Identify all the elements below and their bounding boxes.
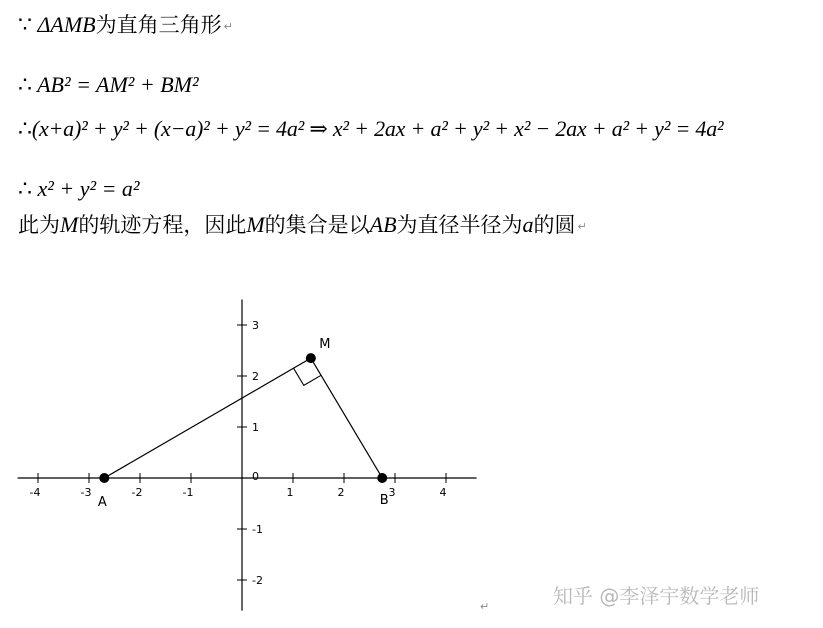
var-ab: AB <box>369 212 397 237</box>
paragraph-mark: ↵ <box>577 219 587 233</box>
therefore-symbol: ∴ <box>18 72 32 97</box>
x-tick-label: -4 <box>29 486 41 499</box>
segment-am <box>104 358 311 478</box>
conclusion-line <box>18 212 587 240</box>
y-tick-label: -2 <box>252 574 263 587</box>
y-tick-label: 3 <box>252 319 259 332</box>
point-b <box>377 473 387 483</box>
x-tick-label: 3 <box>388 486 396 499</box>
because-symbol: ∵ <box>18 12 32 37</box>
equation-line-4 <box>18 176 140 202</box>
point-label-a: A <box>97 495 107 510</box>
x-tick-label: -3 <box>80 486 92 499</box>
watermark: 知乎 @李泽宇数学老师 <box>553 584 760 608</box>
coordinate-diagram <box>0 290 500 620</box>
point-m <box>306 353 316 363</box>
right-angle-marker <box>294 368 322 385</box>
conclusion-text-3: 的集合是以 <box>264 213 370 237</box>
tick-labels <box>30 319 447 587</box>
conclusion-text-1: 此为 <box>18 213 60 237</box>
pythagorean-equation: AB² = AM² + BM² <box>37 72 199 97</box>
y-tick-label: -1 <box>252 523 263 536</box>
x-tick-label: 1 <box>286 486 294 499</box>
y-tick-label: 0 <box>252 470 259 483</box>
var-m-1: M <box>60 212 79 237</box>
point-label-m: M <box>319 337 331 353</box>
conclusion-text-5: 的圆 <box>533 213 576 237</box>
y-tick-label: 2 <box>252 370 259 383</box>
statement-line-1 <box>18 12 233 40</box>
points <box>98 337 389 510</box>
right-angle-mark <box>294 368 322 385</box>
y-tick-label: 1 <box>252 421 259 434</box>
x-tick-label: -1 <box>182 486 194 499</box>
x-tick-label: 2 <box>337 486 345 499</box>
segment-mb <box>311 358 382 478</box>
statement-text: 为直角三角形 <box>95 13 222 37</box>
point-label-b: B <box>379 493 389 508</box>
therefore-symbol: ∴ <box>18 116 32 141</box>
conclusion-text-2: 的轨迹方程，因此 <box>78 213 247 237</box>
conclusion-text-4: 为直径半径为 <box>396 213 523 237</box>
circle-equation: x² + y² = a² <box>37 176 140 201</box>
x-tick-label: 4 <box>439 486 447 499</box>
therefore-symbol: ∴ <box>18 176 32 201</box>
equation-line-2 <box>18 72 199 98</box>
triangle-name: ΔAMB <box>37 12 96 37</box>
var-m-2: M <box>246 212 265 237</box>
x-tick-label: -2 <box>131 486 143 499</box>
paragraph-mark: ↵ <box>223 19 233 33</box>
axes <box>18 300 477 611</box>
equation-line-3 <box>18 116 723 142</box>
paragraph-mark: ↵ <box>480 600 490 613</box>
var-a: a <box>522 212 534 237</box>
expanded-equation: (x+a)² + y² + (x−a)² + y² = 4a² ⇒ x² + 2ax + a² + y² + x² − 2ax + a² + y² = 4a² <box>31 116 724 141</box>
point-a <box>99 473 109 483</box>
